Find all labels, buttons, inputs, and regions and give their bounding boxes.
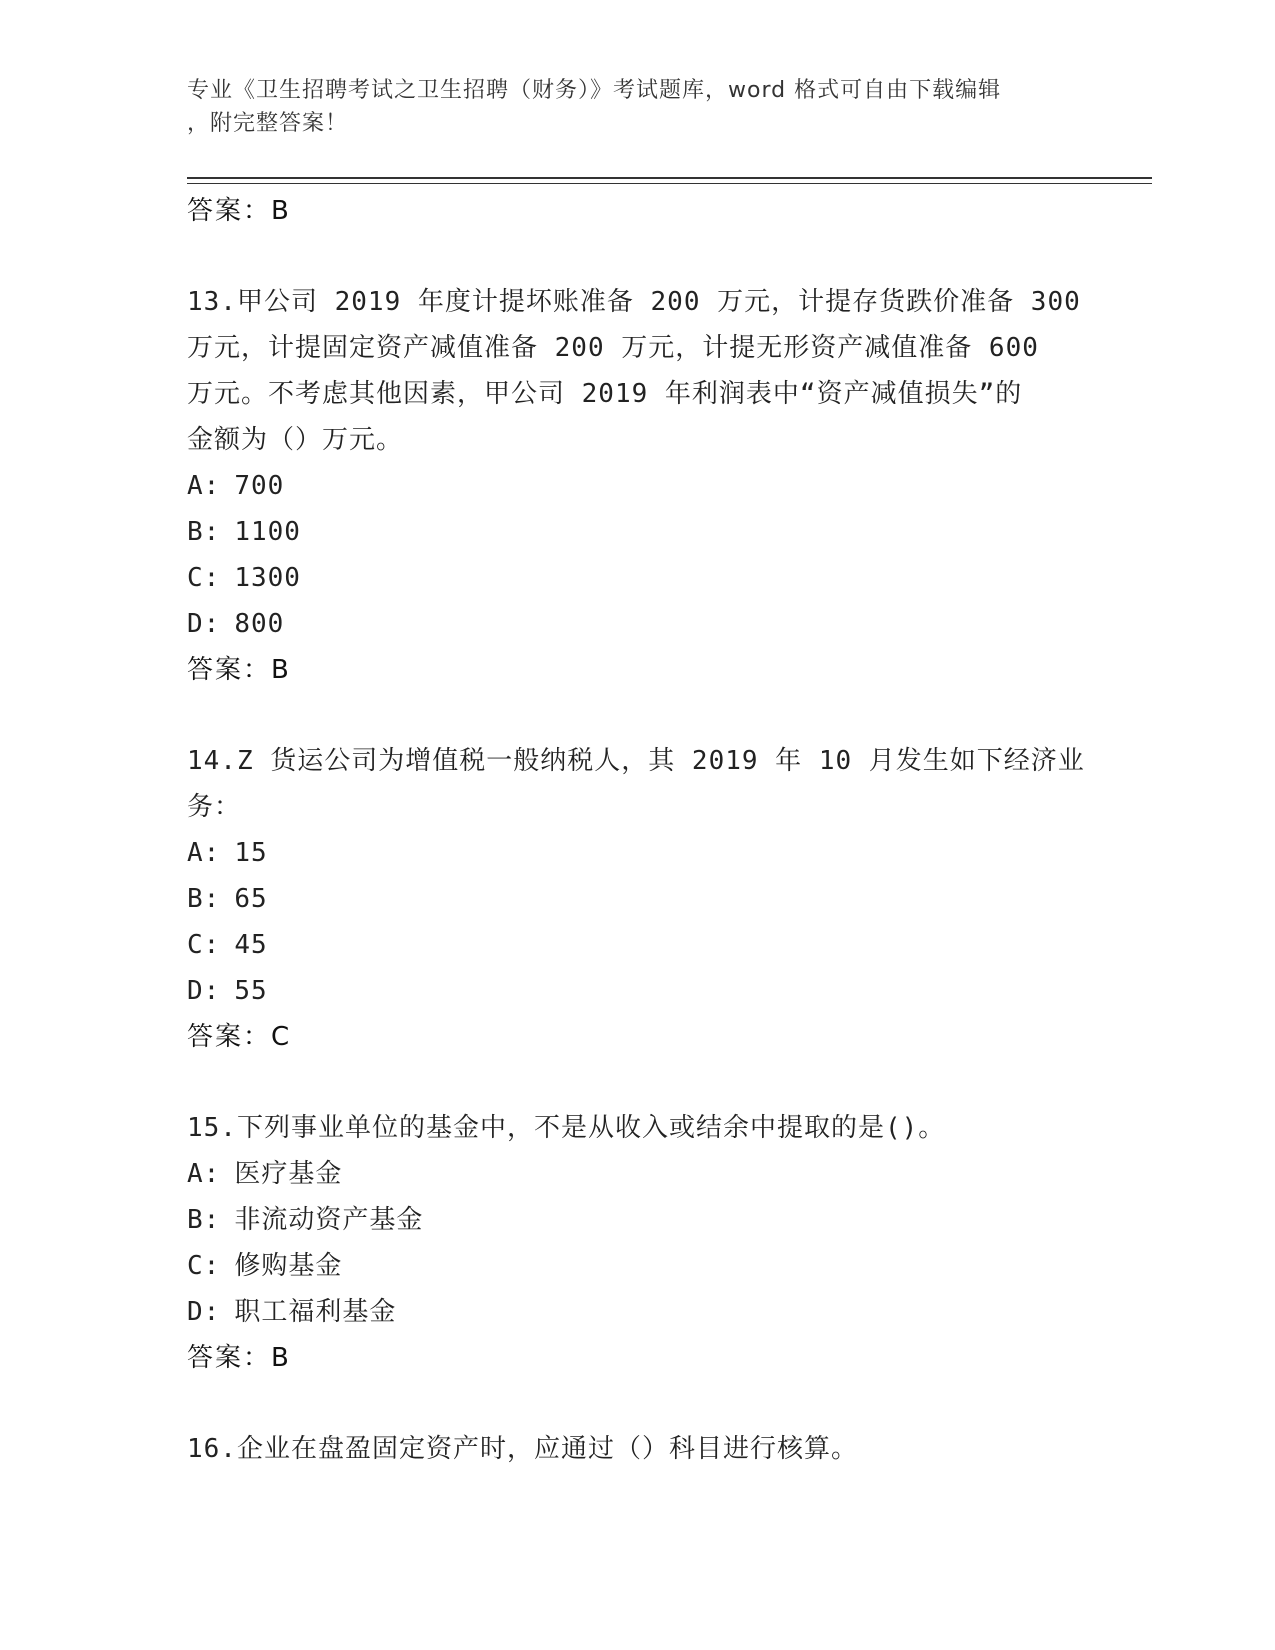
option-value: 非流动资产基金 bbox=[234, 1205, 424, 1235]
question-13 bbox=[187, 279, 1087, 693]
header-line-2: ，附完整答案！ bbox=[187, 111, 349, 136]
header-rule-thin bbox=[187, 183, 1152, 184]
option-value: 15 bbox=[234, 838, 268, 868]
option-label: B: bbox=[187, 884, 221, 914]
question-text-line: 万元。不考虑其他因素，甲公司 2019 年利润表中“资产减值损失”的 bbox=[187, 379, 1023, 409]
option-label: C: bbox=[187, 563, 221, 593]
option-label: B: bbox=[187, 1205, 221, 1235]
option-label: A: bbox=[187, 471, 221, 501]
option-d bbox=[187, 601, 1087, 647]
option-label: C: bbox=[187, 1251, 221, 1281]
option-c bbox=[187, 555, 1087, 601]
option-value: 1300 bbox=[234, 563, 301, 593]
option-c bbox=[187, 1243, 1087, 1289]
answer-line: 答案：B bbox=[187, 196, 291, 226]
option-value: 800 bbox=[234, 609, 285, 639]
option-a bbox=[187, 463, 1087, 509]
question-15 bbox=[187, 1105, 1087, 1381]
answer-line: 答案：B bbox=[187, 1343, 291, 1373]
option-b bbox=[187, 509, 1087, 555]
option-label: A: bbox=[187, 1159, 221, 1189]
document-header bbox=[187, 74, 1067, 140]
option-value: 45 bbox=[234, 930, 268, 960]
option-label: B: bbox=[187, 517, 221, 547]
answer-line: 答案：C bbox=[187, 1022, 292, 1052]
option-label: C: bbox=[187, 930, 221, 960]
question-text-line: 15.下列事业单位的基金中，不是从收入或结余中提取的是()。 bbox=[187, 1113, 946, 1143]
answer-line: 答案：B bbox=[187, 655, 291, 685]
question-text-line: 金额为（）万元。 bbox=[187, 425, 404, 455]
option-b bbox=[187, 1197, 1087, 1243]
question-text-line: 16.企业在盘盈固定资产时，应通过（）科目进行核算。 bbox=[187, 1434, 858, 1464]
question-text-line: 务： bbox=[187, 792, 242, 822]
option-label: D: bbox=[187, 609, 221, 639]
option-a bbox=[187, 830, 1087, 876]
option-label: D: bbox=[187, 1297, 221, 1327]
option-b bbox=[187, 876, 1087, 922]
option-value: 55 bbox=[234, 976, 268, 1006]
header-rule-thick bbox=[187, 177, 1152, 179]
option-d bbox=[187, 1289, 1087, 1335]
option-value: 修购基金 bbox=[234, 1251, 343, 1281]
question-text-line: 万元，计提固定资产减值准备 200 万元，计提无形资产减值准备 600 bbox=[187, 333, 1039, 363]
option-value: 700 bbox=[234, 471, 285, 501]
header-line-1: 专业《卫生招聘考试之卫生招聘（财务）》考试题库，word 格式可自由下载编辑 bbox=[187, 78, 1002, 103]
document-body bbox=[187, 188, 1087, 1472]
option-label: A: bbox=[187, 838, 221, 868]
option-value: 医疗基金 bbox=[234, 1159, 343, 1189]
option-a bbox=[187, 1151, 1087, 1197]
option-d bbox=[187, 968, 1087, 1014]
question-text-line: 14.Z 货运公司为增值税一般纳税人，其 2019 年 10 月发生如下经济业 bbox=[187, 746, 1085, 776]
option-label: D: bbox=[187, 976, 221, 1006]
question-text-line: 13.甲公司 2019 年度计提坏账准备 200 万元，计提存货跌价准备 300 bbox=[187, 287, 1081, 317]
option-value: 职工福利基金 bbox=[234, 1297, 397, 1327]
option-c bbox=[187, 922, 1087, 968]
option-value: 65 bbox=[234, 884, 268, 914]
question-16 bbox=[187, 1426, 1087, 1472]
option-value: 1100 bbox=[234, 517, 301, 547]
question-14 bbox=[187, 738, 1087, 1060]
